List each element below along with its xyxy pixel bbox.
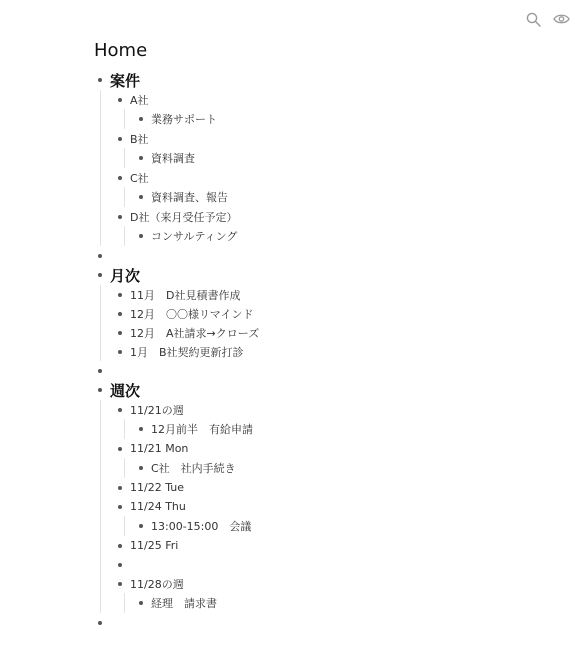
outline-item[interactable]	[118, 168, 566, 187]
outline-item[interactable]	[98, 361, 566, 380]
outline-item[interactable]	[139, 109, 566, 129]
bullet-icon[interactable]	[139, 524, 143, 528]
outline-item-label[interactable]: 資料調査、報告	[151, 191, 228, 204]
bullet-icon[interactable]	[139, 195, 143, 199]
page	[94, 40, 566, 632]
bullet-icon[interactable]	[118, 544, 122, 548]
outline-node	[101, 574, 566, 613]
outline-item-label[interactable]: 案件	[110, 71, 141, 90]
bullet-icon[interactable]	[118, 331, 122, 335]
outline-item-label[interactable]: C社	[130, 171, 149, 185]
outline-item-label[interactable]: 1月 B社契約更新打診	[130, 345, 244, 359]
outline-node	[101, 129, 566, 168]
outline-item[interactable]	[98, 613, 566, 632]
outline-item-label[interactable]: 11/28の週	[130, 577, 184, 591]
outline-item[interactable]	[118, 129, 566, 148]
bullet-icon[interactable]	[118, 408, 122, 412]
outline-node	[101, 304, 566, 323]
outline-node	[101, 536, 566, 555]
outline-node	[125, 109, 566, 129]
outline-node	[101, 342, 566, 361]
search-icon[interactable]	[524, 10, 542, 28]
bullet-icon[interactable]	[98, 254, 102, 258]
outline-node	[94, 265, 566, 361]
bullet-icon[interactable]	[139, 427, 143, 431]
outline-item[interactable]	[118, 536, 566, 555]
bullet-icon[interactable]	[98, 273, 102, 277]
outline-node	[101, 400, 566, 439]
outline-item[interactable]	[118, 555, 566, 574]
outline-item[interactable]	[139, 187, 566, 207]
top-toolbar	[524, 10, 570, 28]
outline-children	[124, 109, 566, 129]
outline-item-label[interactable]: 11/21 Mon	[130, 442, 189, 455]
outline-children	[124, 226, 566, 246]
outline-item-label[interactable]: 13:00-15:00 会議	[151, 520, 252, 533]
outline-children	[124, 419, 566, 439]
bullet-icon[interactable]	[98, 388, 102, 392]
outline-item[interactable]	[118, 90, 566, 109]
outline-item[interactable]	[98, 380, 566, 400]
bullet-icon[interactable]	[118, 215, 122, 219]
bullet-icon[interactable]	[118, 137, 122, 141]
bullet-icon[interactable]	[118, 350, 122, 354]
bullet-icon[interactable]	[118, 486, 122, 490]
bullet-icon[interactable]	[118, 176, 122, 180]
outline-node	[125, 593, 566, 613]
outline-children	[100, 400, 566, 613]
outline-item[interactable]	[98, 70, 566, 90]
bullet-icon[interactable]	[118, 293, 122, 297]
outline-node	[101, 285, 566, 304]
outline-children	[124, 187, 566, 207]
outline-item[interactable]	[139, 593, 566, 613]
outline-node	[101, 168, 566, 207]
outline-node	[94, 70, 566, 246]
bullet-icon[interactable]	[139, 234, 143, 238]
outline-node	[125, 148, 566, 168]
outline-item[interactable]	[118, 304, 566, 323]
outline-node	[101, 439, 566, 478]
outline-item-label[interactable]: 11/25 Fri	[130, 539, 179, 552]
outline-item[interactable]	[139, 148, 566, 168]
outline-node	[125, 516, 566, 536]
bullet-icon[interactable]	[139, 156, 143, 160]
outline-children	[124, 593, 566, 613]
outline-item-label[interactable]: 11/21の週	[130, 403, 184, 417]
outline-item[interactable]	[139, 458, 566, 478]
outline-children	[124, 458, 566, 478]
eye-icon[interactable]	[552, 10, 570, 28]
outline-item[interactable]	[139, 419, 566, 439]
outline-node	[94, 613, 566, 632]
bullet-icon[interactable]	[139, 117, 143, 121]
outline-item[interactable]	[118, 285, 566, 304]
outline-node	[101, 497, 566, 536]
bullet-icon[interactable]	[98, 78, 102, 82]
outline-item-label[interactable]: C社 社内手続き	[151, 462, 236, 475]
outline-item-label[interactable]: コンサルティング	[151, 230, 238, 243]
outline-item-label[interactable]: 資料調査	[151, 152, 195, 165]
outline-item-label[interactable]: 11月 D社見積書作成	[130, 288, 241, 302]
outline-node	[125, 458, 566, 478]
bullet-icon[interactable]	[118, 505, 122, 509]
outline-item[interactable]	[118, 497, 566, 516]
outline-node	[125, 226, 566, 246]
outline-children	[124, 516, 566, 536]
bullet-icon[interactable]	[118, 447, 122, 451]
outline-item[interactable]	[118, 439, 566, 458]
outline-node	[101, 555, 566, 574]
outline-children	[100, 285, 566, 361]
outline-node	[94, 246, 566, 265]
outline-item-label[interactable]: D社（来月受任予定）	[130, 210, 238, 224]
outline-node	[125, 419, 566, 439]
outline-node	[101, 323, 566, 342]
bullet-icon[interactable]	[118, 563, 122, 567]
page-title[interactable]: Home	[94, 40, 148, 61]
outline-item[interactable]	[98, 246, 566, 265]
outline-item[interactable]	[118, 323, 566, 342]
outline-item-label[interactable]: A社	[130, 93, 149, 107]
outline-item-label[interactable]: 週次	[110, 381, 141, 400]
outline-item-label[interactable]: B社	[130, 132, 149, 146]
outline-item[interactable]	[118, 574, 566, 593]
bullet-icon[interactable]	[118, 98, 122, 102]
outline-item[interactable]	[118, 342, 566, 361]
bullet-icon[interactable]	[139, 601, 143, 605]
outline-children	[124, 148, 566, 168]
bullet-icon[interactable]	[98, 369, 102, 373]
outline-item-label[interactable]: 11/24 Thu	[130, 500, 186, 513]
outline-children	[100, 90, 566, 246]
outline-item-label[interactable]: 12月前半 有給申請	[151, 423, 253, 436]
outline-tree	[94, 70, 566, 632]
outline-item-label[interactable]: 12月 A社請求→クローズ	[130, 326, 260, 340]
outline-item[interactable]	[118, 207, 566, 226]
bullet-icon[interactable]	[118, 312, 122, 316]
bullet-icon[interactable]	[98, 621, 102, 625]
outline-item[interactable]	[118, 478, 566, 497]
bullet-icon[interactable]	[118, 582, 122, 586]
outline-item[interactable]	[118, 400, 566, 419]
outline-node	[125, 187, 566, 207]
outline-node	[94, 380, 566, 613]
outline-item-label[interactable]: 業務サポート	[151, 113, 217, 126]
outline-node	[94, 361, 566, 380]
outline-node	[101, 90, 566, 129]
outline-item[interactable]	[139, 226, 566, 246]
outline-item-label[interactable]: 経理 請求書	[151, 597, 217, 610]
outline-item-label[interactable]: 11/22 Tue	[130, 481, 184, 494]
outline-item-label[interactable]: 12月 〇〇様リマインド	[130, 307, 254, 321]
outline-item[interactable]	[139, 516, 566, 536]
outline-item-label[interactable]: 月次	[110, 266, 141, 285]
outline-item[interactable]	[98, 265, 566, 285]
outline-node	[101, 207, 566, 246]
outline-node	[101, 478, 566, 497]
bullet-icon[interactable]	[139, 466, 143, 470]
